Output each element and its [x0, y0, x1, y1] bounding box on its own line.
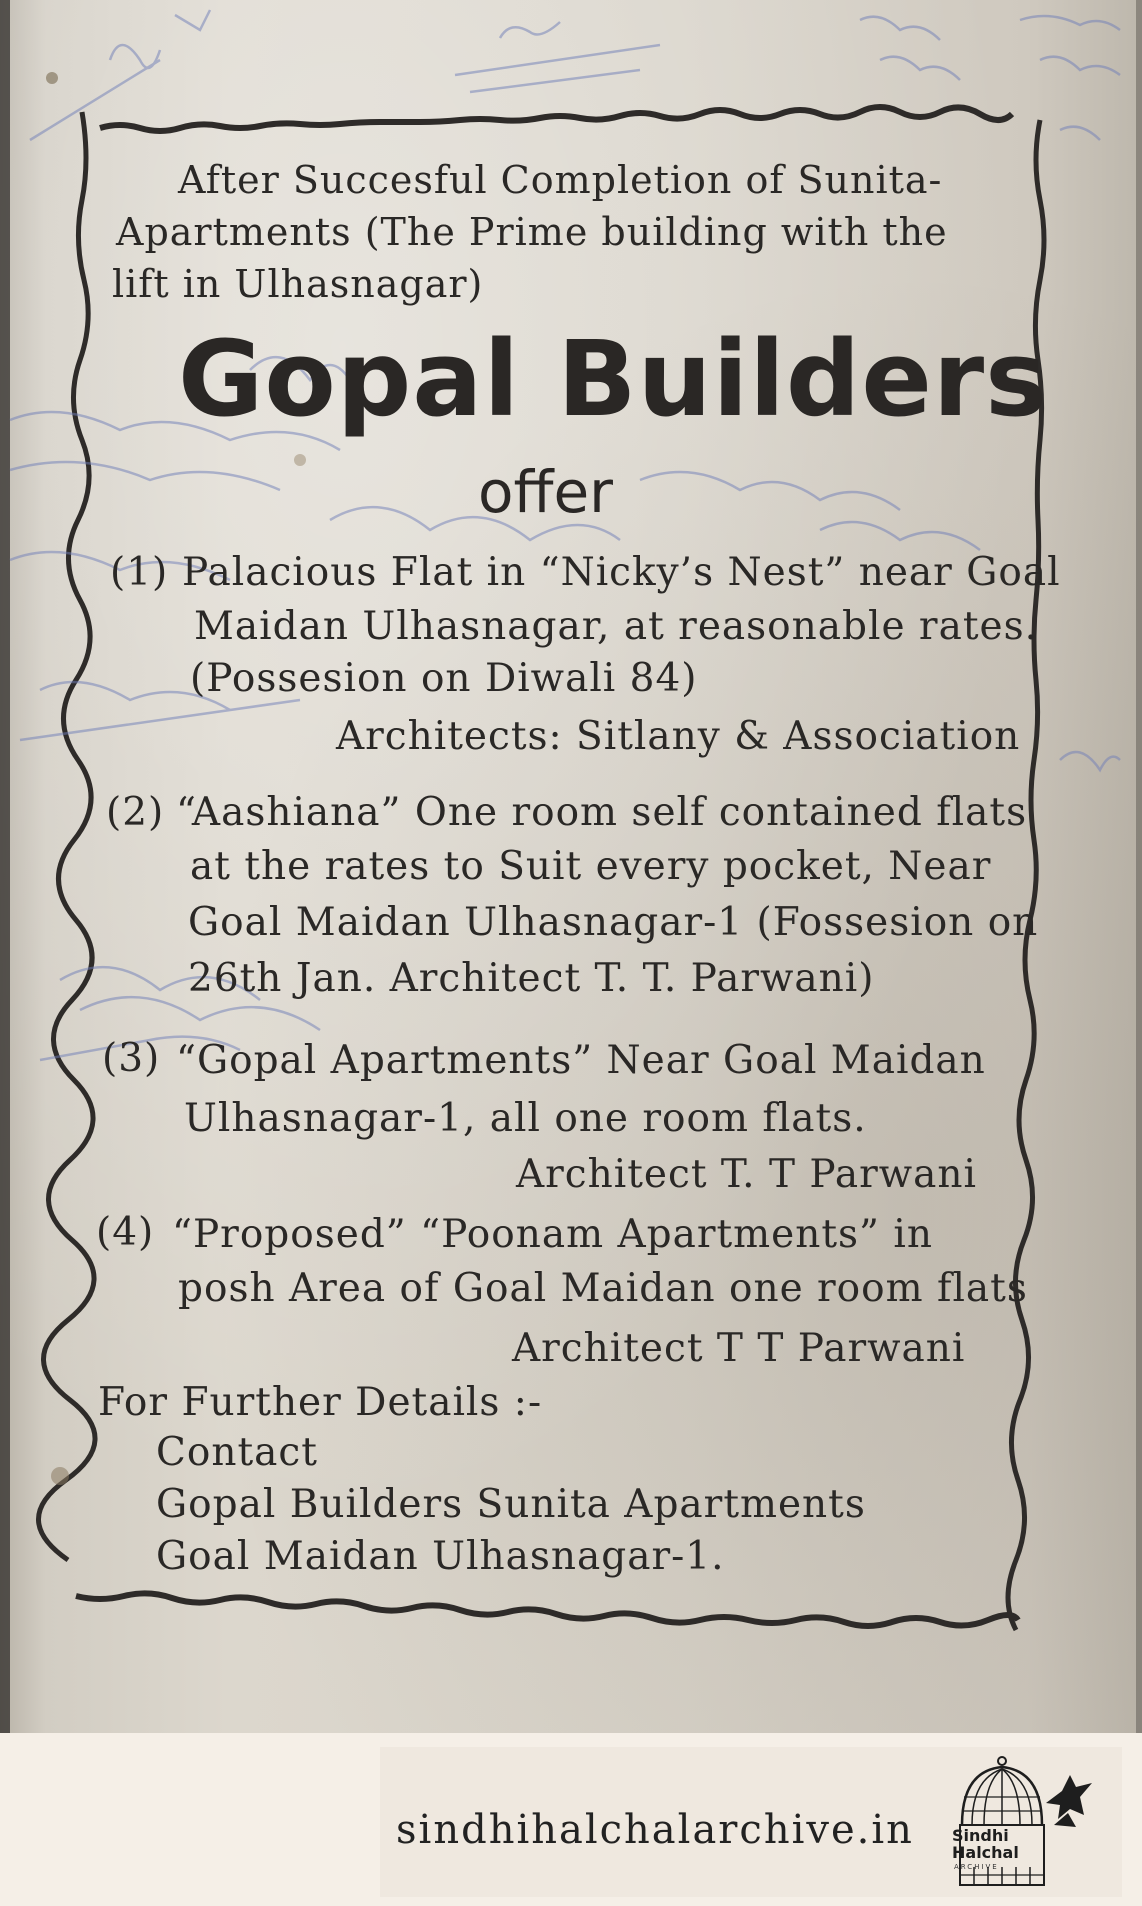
- item-4-line-2: posh Area of Goal Maidan one room flats: [178, 1266, 1028, 1311]
- intro-line-2: Apartments (The Prime building with the: [116, 210, 948, 254]
- item-4-line-1: “Proposed” “Poonam Apartments” in: [172, 1212, 933, 1257]
- item-1-line-1: Palacious Flat in “Nicky’s Nest” near Goal: [182, 550, 1061, 595]
- item-1-line-3: (Possesion on Diwali 84): [190, 656, 698, 701]
- offer-label: offer: [478, 458, 613, 526]
- logo-word-halchal: Halchal: [952, 1843, 1019, 1862]
- headline: Gopal Builders: [178, 318, 1049, 440]
- contact-heading: For Further Details :-: [98, 1380, 543, 1425]
- intro-line-3: lift in Ulhasnagar): [112, 262, 484, 306]
- item-4-architect: Architect T T Parwani: [512, 1326, 966, 1371]
- item-2-line-1: “Aashiana” One room self contained flats: [176, 790, 1028, 835]
- item-2-line-3: Goal Maidan Ulhasnagar-1 (Fossesion on: [188, 900, 1039, 945]
- logo-word-archive: ARCHIVE: [954, 1863, 999, 1871]
- contact-line-2: Gopal Builders Sunita Apartments: [156, 1482, 866, 1527]
- contact-line-3: Goal Maidan Ulhasnagar-1.: [156, 1534, 725, 1579]
- item-3-line-1: “Gopal Apartments” Near Goal Maidan: [176, 1038, 986, 1083]
- item-2-number: (2): [106, 790, 165, 835]
- item-3-number: (3): [102, 1036, 161, 1081]
- item-1-line-2: Maidan Ulhasnagar, at reasonable rates.: [194, 604, 1038, 649]
- item-3-architect: Architect T. T Parwani: [516, 1152, 977, 1197]
- item-2-line-2: at the rates to Suit every pocket, Near: [190, 844, 992, 889]
- logo-word-sindhi: Sindhi: [952, 1826, 1009, 1845]
- archive-logo: [950, 1753, 1100, 1893]
- item-4-number: (4): [96, 1210, 155, 1255]
- item-1-architect: Architects: Sitlany & Association: [336, 714, 1021, 759]
- intro-line-1: After Succesful Completion of Sunita-: [178, 158, 943, 202]
- site-url-link[interactable]: sindhihalchalarchive.in: [396, 1807, 914, 1853]
- archive-footer: [0, 1733, 1142, 1906]
- item-1-number: (1): [110, 550, 169, 595]
- item-2-line-4: 26th Jan. Architect T. T. Parwani): [188, 956, 875, 1001]
- item-3-line-2: Ulhasnagar-1, all one room flats.: [184, 1096, 867, 1141]
- contact-line-1: Contact: [156, 1430, 318, 1475]
- birdcage-icon: [950, 1753, 1100, 1893]
